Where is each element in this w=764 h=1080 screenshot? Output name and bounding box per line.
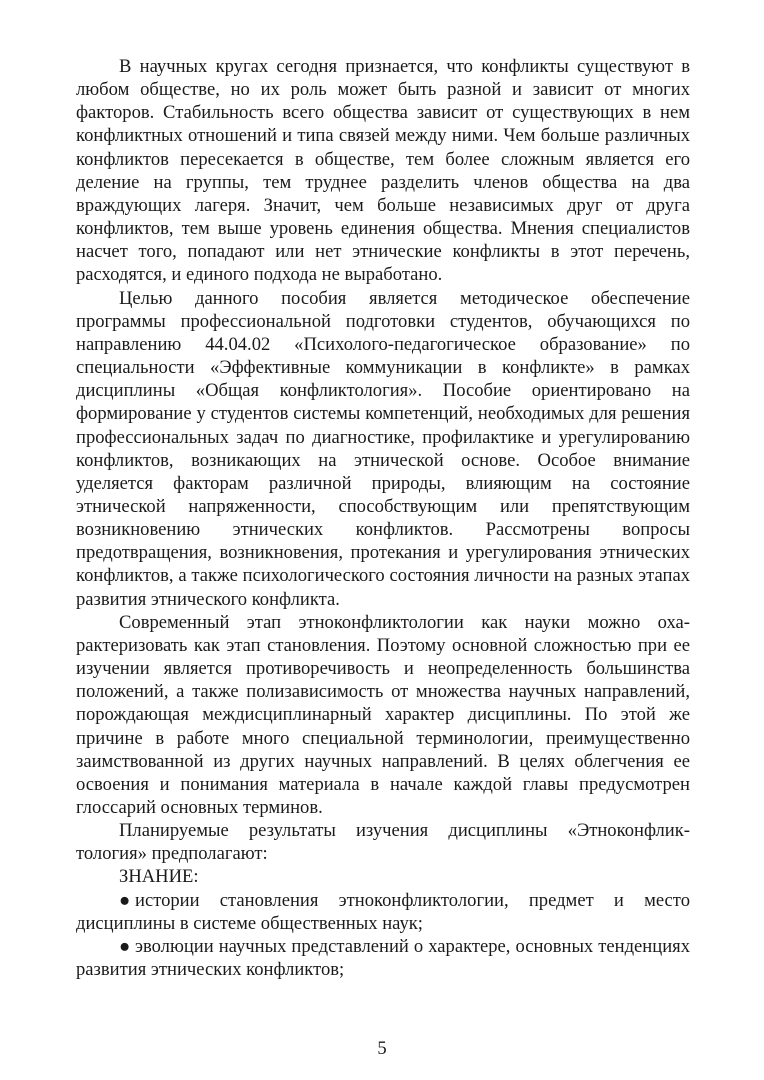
paragraph-purpose: Целью данного пособия является методическое обеспечение программы профессиональной подготовки студентов, обучающихся по направлению 44.04.02 «Психолого-педагогическое образование» по специальности «Эффективные коммуникации в конфликте» в рамках дисциплины «Общая конфликтология». Пособие ориентировано на формирование у студентов системы компетенций, необходимых для решения профессиональных задач по диагностике, профилактике и урегулированию конфликтов, возникающих на этнической основе. Особое внимание уделяется факторам различной природы, влияющим на состояние этнической напряженности, способствующим или препятствующим возникновению этнических конфликтов. Рассмотрены вопросы предотвращения, возникновения, протекания и урегулирования этнических конфликтов, а также психологического состояния личности на разных этапах развития этнического конфликта.	[76, 287, 690, 610]
bullet-dot-icon: ●	[119, 935, 131, 957]
page-number: 5	[377, 1038, 387, 1059]
section-heading-knowledge: ЗНАНИЕ:	[119, 866, 199, 888]
bullet-item-evolution	[76, 935, 690, 981]
page-body	[76, 55, 690, 981]
bullet-text-history: истории становления этноконфликтологии, предмет и место дисциплины в системе общественных наук;	[76, 889, 690, 934]
paragraph-intro: В научных кругах сегодня признается, что конфликты существуют в любом обществе, но их роль может быть разной и зависит от многих факторов. Стабильность всего общества зависит от существующих в нем конфликтных отношений и типа связей между ними. Чем больше различных конфликтов пересекается в обществе, тем более сложным является его деление на группы, тем труднее разделить членов общества на два враждующих лагеря. Значит, чем больше независимых друг от друга конфликтов, тем выше уровень единения общества. Мнения специалистов насчет того, попадают или нет этнические конфликты в этот перечень, расходятся, и единого подхода не выработано.	[76, 56, 690, 286]
bullet-item-history	[76, 889, 690, 935]
bullet-text-evolution: эволюции научных представлений о характере, основных тенденциях развития этнических конфликтов;	[76, 935, 690, 981]
paragraph-current-stage: Современный этап этноконфликтологии как науки можно охарактеризовать как этап становления. Поэтому основной сложностью при ее изучении является противоречивость и неопределенность большинства положений, а также полизависимость от множества научных направлений, порождающая междисциплинарный характер дисциплины. По этой же причине в работе много специальной терминологии, преимущественно заимствованной из других научных направлений. В целях облегчения ее освоения и понимания материала в начале каждой главы предусмотрен глоссарий основных терминов.	[76, 611, 690, 818]
paragraph-planned-results: Планируемые результаты изучения дисциплины «Этноконфликтология» предполагают:	[76, 820, 690, 865]
bullet-dot-icon: ●	[119, 889, 131, 911]
